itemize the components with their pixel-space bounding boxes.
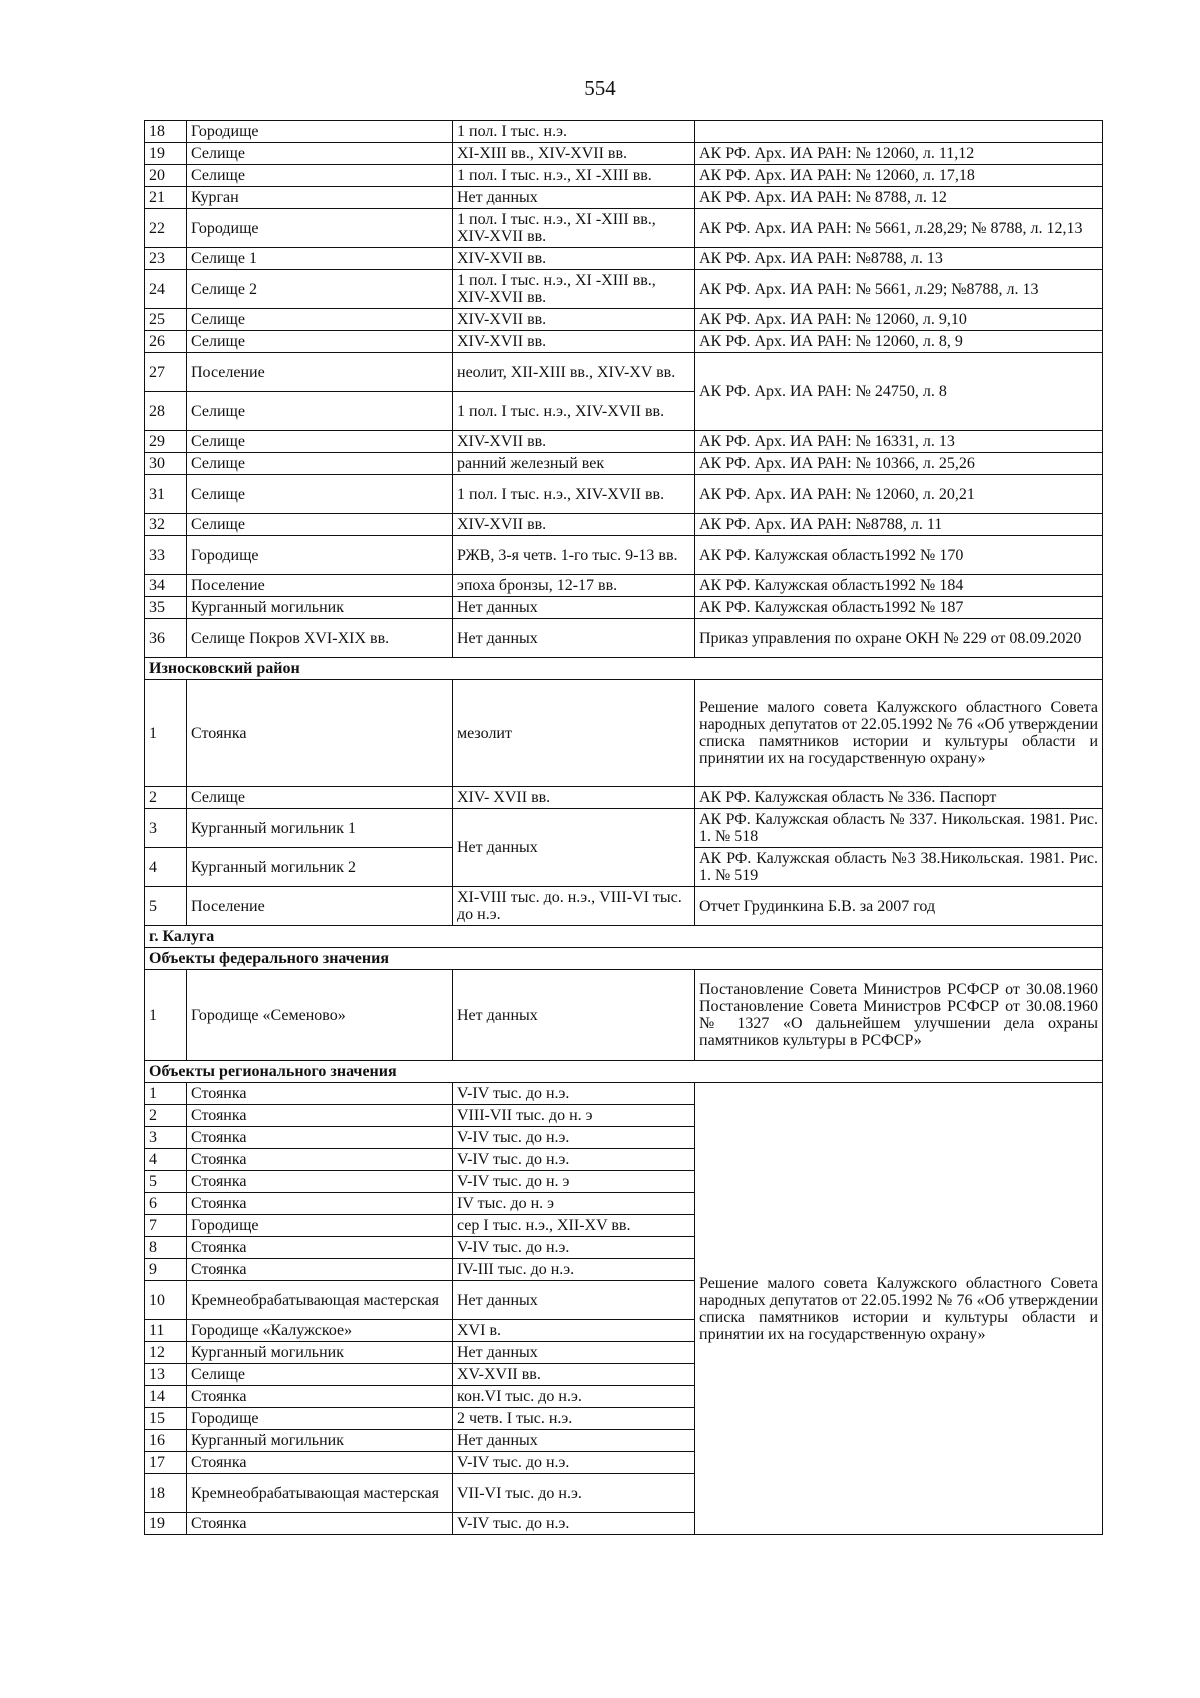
row-number-cell: 32 (145, 514, 187, 536)
object-name-cell: Селище Покров XVI-XIX вв. (187, 619, 453, 658)
object-name-cell: Курганный могильник (187, 1430, 453, 1452)
object-name-cell: Кремнеобрабатывающая мастерская (187, 1281, 453, 1320)
monuments-table-body (145, 121, 1103, 1535)
dating-cell: ранний железный век (453, 453, 695, 475)
dating-cell: V-IV тыс. до н.э. (453, 1083, 695, 1105)
object-name-cell: Поселение (187, 353, 453, 392)
table-row (145, 187, 1103, 209)
source-cell: АК РФ. Арх. ИА РАН: № 16331, л. 13 (695, 431, 1103, 453)
object-name-cell: Курганный могильник 1 (187, 809, 453, 848)
section-header-row (145, 1061, 1103, 1083)
dating-cell: V-IV тыс. до н.э. (453, 1237, 695, 1259)
source-cell: АК РФ. Арх. ИА РАН: № 5661, л.29; №8788, л. 13 (695, 270, 1103, 309)
dating-cell: VII-VI тыс. до н.э. (453, 1474, 695, 1513)
table-row (145, 331, 1103, 353)
dating-cell: эпоха бронзы, 12-17 вв. (453, 575, 695, 597)
object-name-cell: Курганный могильник 2 (187, 848, 453, 887)
object-name-cell: Стоянка (187, 1149, 453, 1171)
row-number-cell: 22 (145, 209, 187, 248)
source-cell: Приказ управления по охране ОКН № 229 от 08.09.2020 (695, 619, 1103, 658)
row-number-cell: 15 (145, 1408, 187, 1430)
source-cell (695, 121, 1103, 143)
dating-cell: V-IV тыс. до н. э (453, 1171, 695, 1193)
row-number-cell: 1 (145, 1083, 187, 1105)
table-row (145, 514, 1103, 536)
row-number-cell: 12 (145, 1342, 187, 1364)
row-number-cell: 11 (145, 1320, 187, 1342)
source-cell: АК РФ. Калужская область1992 № 184 (695, 575, 1103, 597)
object-name-cell: Стоянка (187, 1452, 453, 1474)
dating-cell: Нет данных (453, 1430, 695, 1452)
dating-cell: 1 пол. I тыс. н.э., XIV-XVII вв. (453, 392, 695, 431)
source-cell: АК РФ. Арх. ИА РАН: № 12060, л. 17,18 (695, 165, 1103, 187)
row-number-cell: 9 (145, 1259, 187, 1281)
object-name-cell: Поселение (187, 575, 453, 597)
dating-cell: VIII-VII тыс. до н. э (453, 1105, 695, 1127)
source-cell: АК РФ. Арх. ИА РАН: № 24750, л. 8 (695, 353, 1103, 431)
row-number-cell: 2 (145, 1105, 187, 1127)
dating-cell: неолит, XII-XIII вв., XIV-XV вв. (453, 353, 695, 392)
dating-cell: 2 четв. I тыс. н.э. (453, 1408, 695, 1430)
table-row (145, 353, 1103, 392)
source-cell: АК РФ. Калужская область № 337. Никольская. 1981. Рис. 1. № 518 (695, 809, 1103, 848)
monuments-table (144, 120, 1103, 1535)
dating-cell: сер I тыс. н.э., XII-XV вв. (453, 1215, 695, 1237)
dating-cell: XIV-XVII вв. (453, 309, 695, 331)
row-number-cell: 34 (145, 575, 187, 597)
dating-cell: Нет данных (453, 1281, 695, 1320)
source-cell: Постановление Совета Министров РСФСР от 30.08.1960 Постановление Совета Министров РСФСР от 30.08.1960 № 1327 «О дальнейшем улучшении дела охраны памятников культуры в РСФСР» (695, 970, 1103, 1061)
row-number-cell: 2 (145, 787, 187, 809)
dating-cell: мезолит (453, 680, 695, 787)
row-number-cell: 31 (145, 475, 187, 514)
source-cell: АК РФ. Калужская область № 336. Паспорт (695, 787, 1103, 809)
section-header-row (145, 926, 1103, 948)
row-number-cell: 19 (145, 1513, 187, 1535)
row-number-cell: 27 (145, 353, 187, 392)
row-number-cell: 1 (145, 680, 187, 787)
source-cell: АК РФ. Арх. ИА РАН: № 12060, л. 11,12 (695, 143, 1103, 165)
source-cell: АК РФ. Калужская область1992 № 187 (695, 597, 1103, 619)
dating-cell: Нет данных (453, 619, 695, 658)
object-name-cell: Селище (187, 787, 453, 809)
section-title: Объекты регионального значения (145, 1061, 1103, 1083)
row-number-cell: 24 (145, 270, 187, 309)
row-number-cell: 18 (145, 1474, 187, 1513)
object-name-cell: Городище «Калужское» (187, 1320, 453, 1342)
row-number-cell: 10 (145, 1281, 187, 1320)
row-number-cell: 3 (145, 1127, 187, 1149)
source-cell: Отчет Грудинкина Б.В. за 2007 год (695, 887, 1103, 926)
object-name-cell: Стоянка (187, 1171, 453, 1193)
dating-cell: 1 пол. I тыс. н.э., XI -XIII вв., XIV-XVII вв. (453, 270, 695, 309)
section-header-row (145, 658, 1103, 680)
table-row (145, 270, 1103, 309)
dating-cell: Нет данных (453, 809, 695, 887)
object-name-cell: Курганный могильник (187, 1342, 453, 1364)
dating-cell: V-IV тыс. до н.э. (453, 1149, 695, 1171)
object-name-cell: Курганный могильник (187, 597, 453, 619)
dating-cell: Нет данных (453, 597, 695, 619)
source-cell: АК РФ. Арх. ИА РАН: № 12060, л. 8, 9 (695, 331, 1103, 353)
object-name-cell: Городище (187, 121, 453, 143)
row-number-cell: 25 (145, 309, 187, 331)
page-number: 554 (584, 76, 616, 100)
dating-cell: XIV-XVII вв. (453, 331, 695, 353)
object-name-cell: Стоянка (187, 1193, 453, 1215)
source-cell: АК РФ. Арх. ИА РАН: №8788, л. 11 (695, 514, 1103, 536)
object-name-cell: Селище 1 (187, 248, 453, 270)
object-name-cell: Селище (187, 309, 453, 331)
row-number-cell: 16 (145, 1430, 187, 1452)
object-name-cell: Селище (187, 165, 453, 187)
dating-cell: Нет данных (453, 187, 695, 209)
row-number-cell: 26 (145, 331, 187, 353)
table-row (145, 619, 1103, 658)
dating-cell: 1 пол. I тыс. н.э., XIV-XVII вв. (453, 475, 695, 514)
dating-cell: 1 пол. I тыс. н.э. (453, 121, 695, 143)
dating-cell: IV тыс. до н. э (453, 1193, 695, 1215)
row-number-cell: 17 (145, 1452, 187, 1474)
dating-cell: XV-XVII вв. (453, 1364, 695, 1386)
table-row (145, 597, 1103, 619)
table-row (145, 887, 1103, 926)
dating-cell: XI-VIII тыс. до. н.э., VIII-VI тыс. до н.э. (453, 887, 695, 926)
section-title: Износковский район (145, 658, 1103, 680)
object-name-cell: Городище (187, 209, 453, 248)
row-number-cell: 6 (145, 1193, 187, 1215)
table-row (145, 121, 1103, 143)
table-row (145, 680, 1103, 787)
object-name-cell: Стоянка (187, 1513, 453, 1535)
table-row (145, 809, 1103, 848)
row-number-cell: 5 (145, 887, 187, 926)
row-number-cell: 8 (145, 1237, 187, 1259)
row-number-cell: 19 (145, 143, 187, 165)
source-cell: АК РФ. Арх. ИА РАН: № 10366, л. 25,26 (695, 453, 1103, 475)
section-header-row (145, 948, 1103, 970)
table-row (145, 787, 1103, 809)
object-name-cell: Городище (187, 1408, 453, 1430)
object-name-cell: Курган (187, 187, 453, 209)
table-row (145, 575, 1103, 597)
table-row (145, 143, 1103, 165)
dating-cell: V-IV тыс. до н.э. (453, 1127, 695, 1149)
table-row (145, 209, 1103, 248)
row-number-cell: 23 (145, 248, 187, 270)
dating-cell: IV-III тыс. до н.э. (453, 1259, 695, 1281)
object-name-cell: Селище (187, 431, 453, 453)
dating-cell: XIV-XVII вв. (453, 514, 695, 536)
source-cell: АК РФ. Арх. ИА РАН: № 12060, л. 20,21 (695, 475, 1103, 514)
table-row (145, 536, 1103, 575)
table-row (145, 248, 1103, 270)
row-number-cell: 4 (145, 1149, 187, 1171)
object-name-cell: Стоянка (187, 1237, 453, 1259)
object-name-cell: Стоянка (187, 1105, 453, 1127)
source-cell: Решение малого совета Калужского областного Совета народных депутатов от 22.05.1992 № 76 «Об утверждении списка памятников истории и культуры области и принятии их на государственную охрану» (695, 680, 1103, 787)
object-name-cell: Поселение (187, 887, 453, 926)
row-number-cell: 20 (145, 165, 187, 187)
source-cell: АК РФ. Калужская область №3 38.Никольская. 1981. Рис. 1. № 519 (695, 848, 1103, 887)
object-name-cell: Селище (187, 475, 453, 514)
section-title: Объекты федерального значения (145, 948, 1103, 970)
table-row (145, 1083, 1103, 1105)
table-row (145, 309, 1103, 331)
row-number-cell: 5 (145, 1171, 187, 1193)
row-number-cell: 13 (145, 1364, 187, 1386)
dating-cell: V-IV тыс. до н.э. (453, 1513, 695, 1535)
source-cell: АК РФ. Арх. ИА РАН: № 8788, л. 12 (695, 187, 1103, 209)
table-row (145, 165, 1103, 187)
source-cell: Решение малого совета Калужского областного Совета народных депутатов от 22.05.1992 № 76 «Об утверждении списка памятников истории и культуры области и принятии их на государственную охрану» (695, 1083, 1103, 1535)
object-name-cell: Городище (187, 1215, 453, 1237)
row-number-cell: 29 (145, 431, 187, 453)
object-name-cell: Селище 2 (187, 270, 453, 309)
row-number-cell: 28 (145, 392, 187, 431)
object-name-cell: Городище «Семеново» (187, 970, 453, 1061)
dating-cell: XIV- XVII вв. (453, 787, 695, 809)
object-name-cell: Селище (187, 453, 453, 475)
object-name-cell: Селище (187, 392, 453, 431)
source-cell: АК РФ. Калужская область1992 № 170 (695, 536, 1103, 575)
dating-cell: V-IV тыс. до н.э. (453, 1452, 695, 1474)
dating-cell: 1 пол. I тыс. н.э., XI -XIII вв. (453, 165, 695, 187)
row-number-cell: 18 (145, 121, 187, 143)
object-name-cell: Стоянка (187, 680, 453, 787)
row-number-cell: 30 (145, 453, 187, 475)
dating-cell: XVI в. (453, 1320, 695, 1342)
object-name-cell: Кремнеобрабатывающая мастерская (187, 1474, 453, 1513)
object-name-cell: Стоянка (187, 1127, 453, 1149)
row-number-cell: 1 (145, 970, 187, 1061)
source-cell: АК РФ. Арх. ИА РАН: № 12060, л. 9,10 (695, 309, 1103, 331)
dating-cell: XIV-XVII вв. (453, 248, 695, 270)
source-cell: АК РФ. Арх. ИА РАН: №8788, л. 13 (695, 248, 1103, 270)
row-number-cell: 21 (145, 187, 187, 209)
object-name-cell: Селище (187, 514, 453, 536)
dating-cell: 1 пол. I тыс. н.э., XI -XIII вв., XIV-XVII вв. (453, 209, 695, 248)
section-title: г. Калуга (145, 926, 1103, 948)
object-name-cell: Селище (187, 143, 453, 165)
dating-cell: XI-XIII вв., XIV-XVII вв. (453, 143, 695, 165)
table-row (145, 475, 1103, 514)
dating-cell: Нет данных (453, 970, 695, 1061)
row-number-cell: 36 (145, 619, 187, 658)
row-number-cell: 33 (145, 536, 187, 575)
dating-cell: кон.VI тыс. до н.э. (453, 1386, 695, 1408)
row-number-cell: 14 (145, 1386, 187, 1408)
table-row (145, 453, 1103, 475)
dating-cell: Нет данных (453, 1342, 695, 1364)
row-number-cell: 4 (145, 848, 187, 887)
object-name-cell: Городище (187, 536, 453, 575)
object-name-cell: Селище (187, 1364, 453, 1386)
dating-cell: РЖВ, 3-я четв. 1-го тыс. 9-13 вв. (453, 536, 695, 575)
object-name-cell: Стоянка (187, 1083, 453, 1105)
table-row (145, 970, 1103, 1061)
row-number-cell: 35 (145, 597, 187, 619)
row-number-cell: 7 (145, 1215, 187, 1237)
row-number-cell: 3 (145, 809, 187, 848)
object-name-cell: Стоянка (187, 1259, 453, 1281)
table-row (145, 431, 1103, 453)
object-name-cell: Селище (187, 331, 453, 353)
dating-cell: XIV-XVII вв. (453, 431, 695, 453)
source-cell: АК РФ. Арх. ИА РАН: № 5661, л.28,29; № 8788, л. 12,13 (695, 209, 1103, 248)
object-name-cell: Стоянка (187, 1386, 453, 1408)
